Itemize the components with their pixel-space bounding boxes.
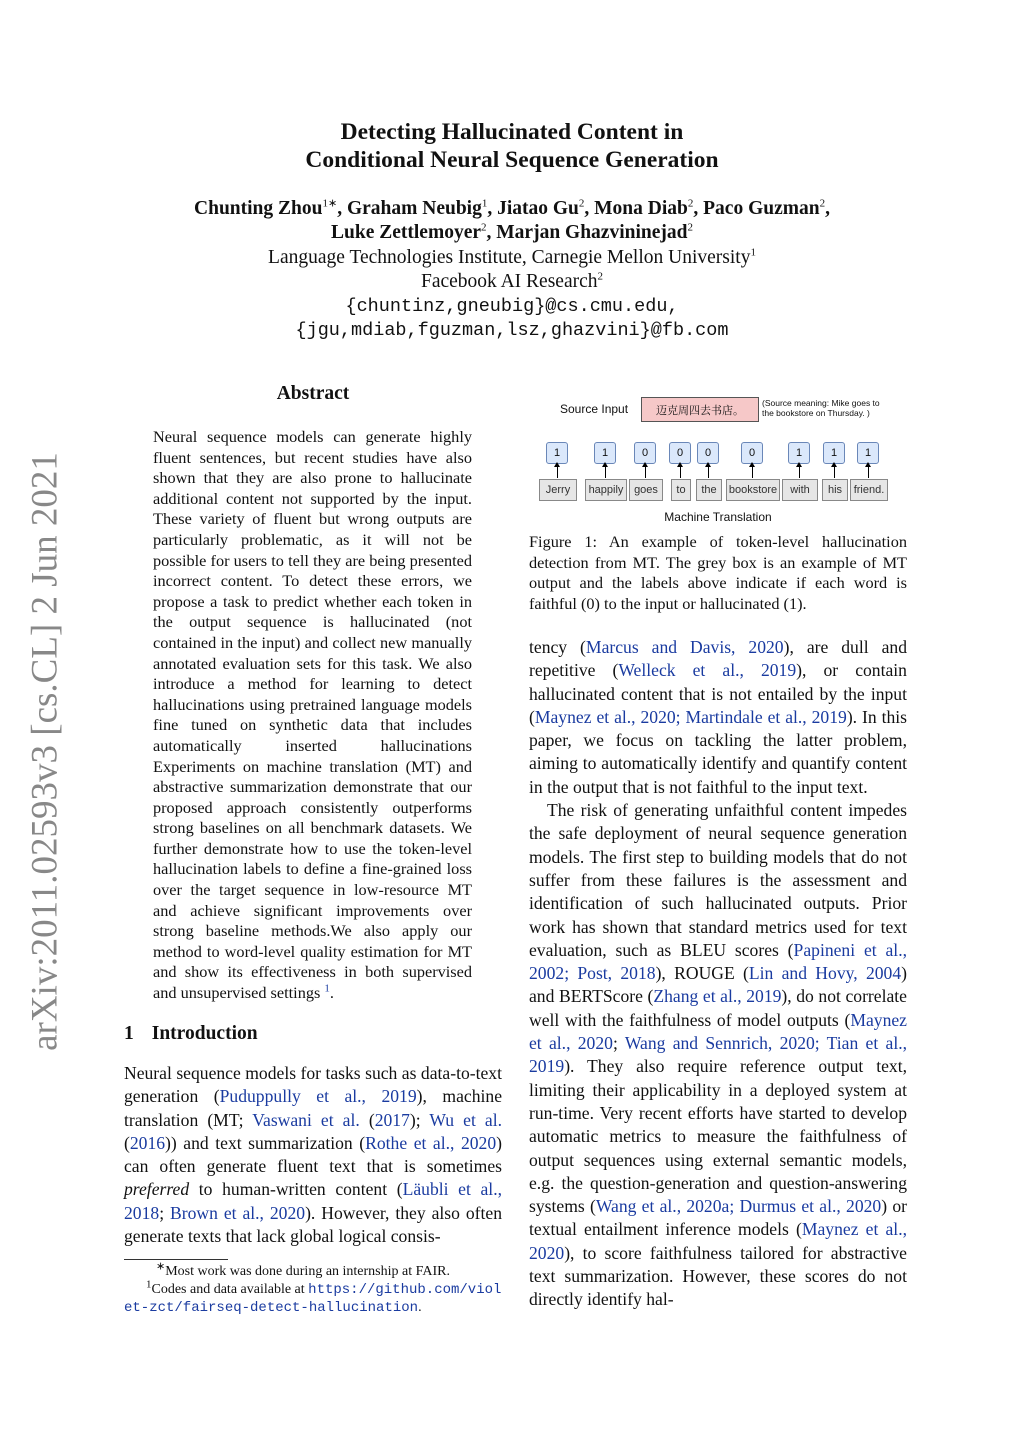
text-run: preferred — [124, 1179, 190, 1200]
paper-title — [0, 118, 1024, 174]
emails — [0, 295, 1024, 343]
text-run: ), or contain hallucinated content that is not entailed by the input ( — [529, 660, 907, 727]
footnote-text: Most work was done during an internship at FAIR. — [165, 1264, 450, 1279]
token-box: the — [696, 479, 722, 501]
text-run: ), are dull and repetitive ( — [529, 637, 907, 681]
token-box: friend. — [850, 479, 888, 501]
token-box: to — [671, 479, 691, 501]
title-line-1: Detecting Hallucinated Content in — [340, 119, 684, 145]
text-run: )) and text summarization ( — [165, 1132, 366, 1153]
machine-translation-label: Machine Translation — [664, 510, 772, 524]
abstract-body — [153, 427, 472, 1004]
text-run: Neural sequence models can generate highly fluent sentences, but recent studies have also shown that they are also prone to hallucinate additional content not supported by the input. These variety of fluent but wrong outputs are particularly problematic, as it will not be possible for users to tell they are being presented incorrect content. To detect these errors, we propose a task to predict whether each token in the output sequence is hallucinated (not contained in the input) and collect new manually annotated evaluation sets for this task. We also introduce a method for learning to detect hallucinations using pretrained language models fine tuned on synthetic data that includes automatically inserted hallucinations Experiments on machine translation (MT) and abstractive summarization demonstrate that our proposed approach consistently outperforms strong baselines on all benchmark datasets. We further demonstrate how to use the token-level hallucination labels to define a fine-grained loss over the target sequence in low-resource MT and achieve significant improvements over strong baseline methods.We also apply our method to word-level quality estimation for MT and show its effectiveness in both supervised and unsupervised settings — [153, 427, 472, 1003]
email-line: {jgu,mdiab,fguzman,lsz,ghazvini}@fb.com — [295, 320, 729, 341]
github-link[interactable]: https://github.com/violet-zct/fairseq-detect-hallucination — [124, 1282, 502, 1316]
citation-link[interactable]: Lin and Hovy, 2004 — [748, 963, 902, 984]
citation-link[interactable]: Maynez et al., 2020; Martindale et al., 2019 — [534, 706, 847, 727]
text-run: ( — [359, 1109, 375, 1130]
citation-link[interactable]: Läubli et al., 2018 — [124, 1179, 502, 1223]
citation-link[interactable]: Welleck et al., 2019 — [618, 660, 797, 681]
citation-link[interactable]: Wang and Sennrich, 2020; Tian et al., 2019 — [529, 1033, 908, 1077]
citation-link[interactable]: Wang et al., 2020a; Durmus et al., 2020 — [595, 1196, 882, 1217]
affiliation-name: Facebook AI Research — [420, 271, 598, 292]
figure-caption: Figure 1: An example of token-level hallucination detection from MT. The grey box is an example of MT output and the labels above indicate if each word is faithful (0) to the input or hallucinated (1). — [529, 532, 907, 613]
text-run: ( — [124, 1132, 130, 1153]
citation-link[interactable]: Puduppully et al., 2019 — [219, 1086, 417, 1107]
hallucination-label: 1 — [546, 442, 568, 464]
text-run: Neural sequence models for tasks such as data-to-text generation ( — [124, 1063, 502, 1107]
section-heading-introduction — [124, 1023, 258, 1045]
citation-link[interactable]: 1 — [324, 982, 330, 995]
hallucination-label: 1 — [788, 442, 810, 464]
text-run: ) and BERTScore ( — [529, 963, 908, 1007]
citation-link[interactable]: 2016 — [129, 1132, 166, 1153]
text-run: ). In this paper, we focus on tackling the latter problem, aiming to automatically identify and quantify content in the output that is not faithful to the input text. — [529, 706, 907, 797]
hallucination-label: 0 — [741, 442, 763, 464]
footnote-1 — [124, 1278, 502, 1317]
affiliation-mark: 1 — [750, 246, 756, 259]
token-box: with — [782, 479, 818, 501]
footnote-text: Codes and data available at — [151, 1282, 309, 1297]
hallucination-label: 1 — [823, 442, 845, 464]
text-run: ). However, they also often generate texts that lack global logical consis- — [124, 1202, 503, 1247]
hallucination-label: 0 — [697, 442, 719, 464]
citation-link[interactable]: Brown et al., 2020 — [170, 1202, 306, 1223]
text-run: . — [329, 983, 334, 1003]
author-list: Chunting Zhou$^{1∗}$, Graham Neubig$^1$, Jiatao Gu$^2$, Mona Diab$^2$, Paco Guzman$^2$, Luke Zettlemoyer$^2$, Marjan Ghazvininejad$^2$ — [194, 197, 830, 243]
footnote-rule — [124, 1259, 228, 1260]
text-run: The risk of generating unfaithful content impedes the safe deployment of neural sequence generation models. The first step to building models that do not suffer from these failures is the assessment and identification of such hallucinated outputs. Prior work has shown that standard metrics used for text evaluation, such as BLEU scores ( — [529, 800, 907, 960]
text-run: ) can often generate fluent text that is sometimes — [124, 1132, 502, 1177]
affiliations — [0, 246, 1024, 294]
source-input-box: 迈克周四去书店。 — [641, 397, 759, 422]
affiliation-name: Language Technologies Institute, Carnegie Mellon University — [268, 247, 751, 268]
author: Jiatao Gu — [497, 198, 579, 219]
author-affiliation-mark: 1∗ — [322, 197, 338, 210]
source-meaning: (Source meaning: Mike goes to the bookstore on Thursday. ) — [762, 398, 880, 418]
title-line-2: Conditional Neural Sequence Generation — [305, 147, 719, 173]
arrow-up-icon — [868, 464, 869, 478]
citation-link[interactable]: Maynez et al., 2020 — [529, 1009, 907, 1054]
arrow-up-icon — [557, 464, 558, 478]
author: Mona Diab — [594, 198, 688, 219]
abstract-heading: Abstract — [276, 383, 350, 404]
hallucination-label: 1 — [857, 442, 879, 464]
text-run: tency ( — [529, 637, 586, 657]
paragraph — [529, 636, 907, 799]
citation-link[interactable]: 2017 — [374, 1109, 410, 1130]
arrow-up-icon — [708, 464, 709, 478]
citation-link[interactable]: Maynez et al., 2020 — [529, 1219, 907, 1263]
footnote-mark: ∗ — [156, 1260, 166, 1273]
footnote-mark: 1 — [146, 1278, 152, 1291]
affiliation — [0, 270, 1024, 294]
arrow-up-icon — [605, 464, 606, 478]
section-number: 1 — [124, 1023, 134, 1044]
right-column-body — [529, 636, 907, 1312]
citation-link[interactable]: Rothe et al., 2020 — [365, 1132, 497, 1153]
text-run: ), do not correlate well with the faithfulness of model outputs ( — [529, 986, 907, 1030]
affiliation-mark: 2 — [597, 270, 604, 283]
text-run: ) or textual entailment inference models ( — [529, 1196, 907, 1240]
figure-1 — [530, 394, 900, 529]
citation-link[interactable]: Zhang et al., 2019 — [653, 986, 782, 1007]
author: Paco Guzman — [703, 198, 820, 219]
footnote-star — [124, 1260, 502, 1281]
affiliation — [0, 246, 1024, 270]
author: Luke Zettlemoyer — [331, 222, 482, 243]
token-box: happily — [585, 479, 627, 501]
email-line: {chuntinz,gneubig}@cs.cmu.edu, — [345, 296, 679, 317]
arxiv-identifier: arXiv:2011.02593v3 [cs.CL] 2 Jun 2021 — [24, 452, 66, 1051]
arrow-up-icon — [834, 464, 835, 478]
author-affiliation-mark: 2 — [481, 221, 487, 234]
arrow-up-icon — [799, 464, 800, 478]
citation-link[interactable]: Papineni et al., 2002; Post, 2018 — [529, 939, 907, 984]
text-run: ; — [159, 1202, 171, 1223]
arrow-up-icon — [752, 464, 753, 478]
section-title: Introduction — [151, 1023, 258, 1044]
author-affiliation-mark: 2 — [578, 197, 585, 210]
introduction-body — [124, 1062, 502, 1248]
citation-link[interactable]: Wu et al. — [429, 1109, 503, 1130]
token-box: his — [822, 479, 848, 501]
text-run: ), machine translation (MT; — [124, 1086, 503, 1130]
footnotes — [124, 1260, 502, 1317]
author-affiliation-mark: 1 — [481, 197, 488, 210]
token-box: Jerry — [539, 479, 577, 501]
text-run: ), ROUGE ( — [655, 963, 749, 984]
author-affiliation-mark: 2 — [687, 197, 694, 210]
source-input-label: Source Input — [560, 402, 629, 416]
author-affiliation-mark: 2 — [687, 221, 693, 234]
hallucination-label: 0 — [634, 442, 656, 464]
text-run: to human-written content ( — [189, 1179, 403, 1200]
author: Graham Neubig — [346, 198, 482, 219]
arrow-up-icon — [680, 464, 681, 478]
author: Chunting Zhou — [194, 198, 323, 219]
text-run: ), to score faithfulness tailored for abstractive text summarization. However, these scores do not directly identify hal- — [529, 1242, 907, 1310]
paragraph — [529, 799, 907, 1312]
token-box: bookstore — [726, 479, 780, 501]
footnote-period: . — [418, 1300, 422, 1315]
text-run: ; — [612, 1033, 625, 1054]
author: Marjan Ghazvininejad — [496, 222, 688, 243]
arrow-up-icon — [645, 464, 646, 478]
hallucination-label: 1 — [594, 442, 616, 464]
citation-link[interactable]: Marcus and Davis, 2020 — [585, 637, 784, 657]
token-box: goes — [629, 479, 663, 501]
hallucination-label: 0 — [669, 442, 691, 464]
text-run: ); — [409, 1109, 430, 1130]
text-run: ). They also require reference output text, limiting their applicability in a deployed system at run-time. Very recent efforts have started to develop automatic metrics to measure the faithfulness of output sequences using external semantic models, e.g. the question-generation and question-answering systems ( — [529, 1056, 907, 1217]
citation-link[interactable]: Vaswani et al. — [252, 1109, 360, 1130]
author-affiliation-mark: 2 — [819, 197, 826, 210]
